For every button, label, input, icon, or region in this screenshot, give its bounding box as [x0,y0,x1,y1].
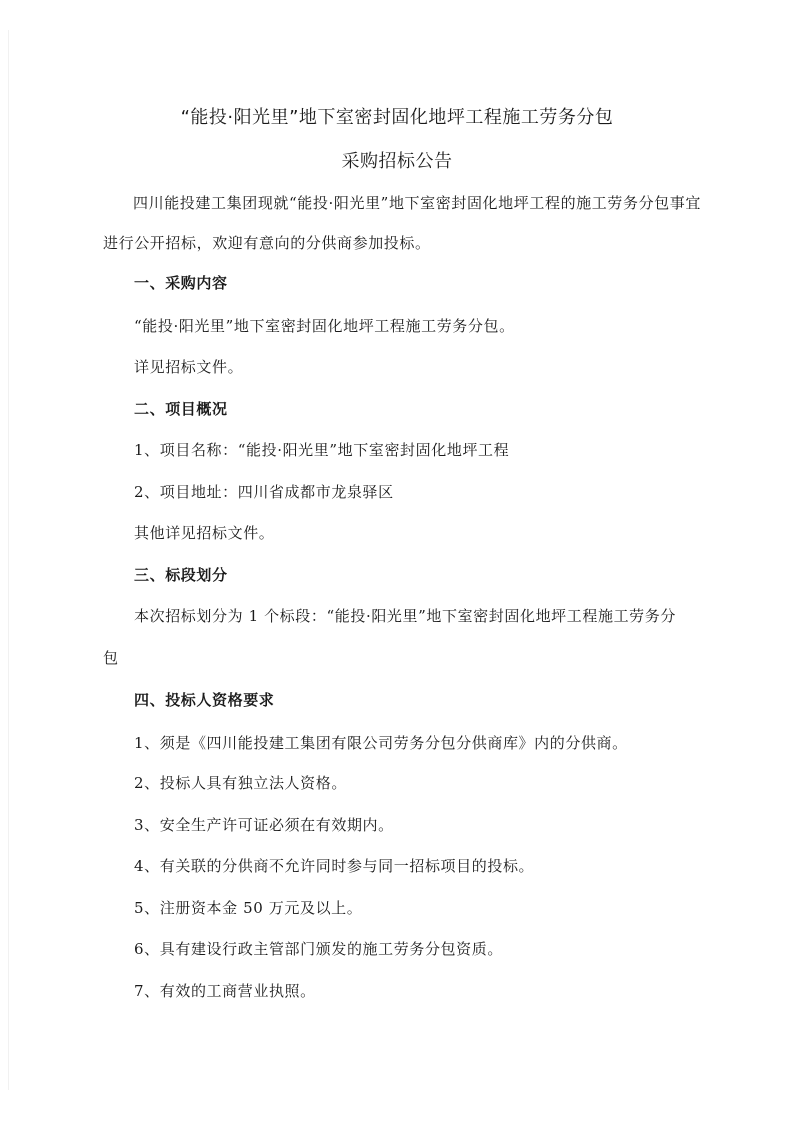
scan-edge-line [8,30,9,1090]
section-3-line-2: 包 [103,649,119,667]
section-3-heading: 三、标段划分 [134,566,228,584]
section-4-heading: 四、投标人资格要求 [134,691,275,709]
section-1-line-2: 详见招标文件。 [134,358,244,376]
qualification-item-6: 6、具有建设行政主管部门颁发的施工劳务分包资质。 [134,940,503,958]
section-2-heading: 二、项目概况 [134,400,228,418]
qualification-item-3: 3、安全生产许可证必须在有效期内。 [134,816,394,834]
section-2-line-2: 2、项目地址：四川省成都市龙泉驿区 [134,483,394,501]
section-1-line-1: “能投·阳光里”地下室密封固化地坪工程施工劳务分包。 [134,317,515,335]
qualification-item-7: 7、有效的工商营业执照。 [134,982,316,1000]
qualification-item-2: 2、投标人具有独立法人资格。 [134,774,347,792]
document-title-line-1: “能投·阳光里”地下室密封固化地坪工程施工劳务分包 [180,107,614,128]
intro-paragraph: 四川能投建工集团现就“能投·阳光里”地下室密封固化地坪工程的施工劳务分包事宜进行公开招标，欢迎有意向的分供商参加投标。 [103,194,701,252]
qualification-item-1: 1、须是《四川能投建工集团有限公司劳务分包分供商库》内的分供商。 [134,734,628,752]
qualification-item-5: 5、注册资本金 50 万元及以上。 [134,899,363,917]
document-title-line-2: 采购招标公告 [341,151,453,172]
section-2-line-1: 1、项目名称：“能投·阳光里”地下室密封固化地坪工程 [134,441,510,459]
qualification-item-4: 4、有关联的分供商不允许同时参与同一招标项目的投标。 [134,857,535,875]
section-3-line-1: 本次招标划分为 1 个标段：“能投·阳光里”地下室密封固化地坪工程施工劳务分 [134,607,676,625]
section-2-line-3: 其他详见招标文件。 [134,524,275,542]
section-1-heading: 一、采购内容 [134,274,228,292]
